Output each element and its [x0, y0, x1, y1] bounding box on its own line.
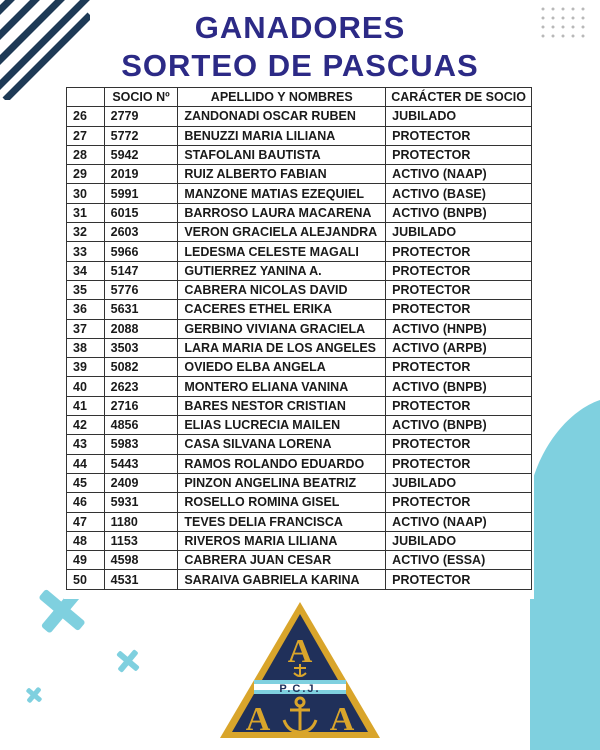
row-number: 31	[67, 203, 105, 222]
member-name: STAFOLANI BAUTISTA	[178, 145, 386, 164]
table-row	[67, 280, 532, 299]
table-row	[67, 261, 532, 280]
table-row	[67, 145, 532, 164]
member-type: PROTECTOR	[386, 435, 532, 454]
member-id: 2019	[104, 165, 178, 184]
member-type: JUBILADO	[386, 531, 532, 550]
table-row	[67, 358, 532, 377]
teal-curve-decoration	[530, 400, 600, 750]
table-row	[67, 300, 532, 319]
member-type: ACTIVO (BNPB)	[386, 203, 532, 222]
row-number: 30	[67, 184, 105, 203]
member-id: 5147	[104, 261, 178, 280]
title-line-1: GANADORES	[194, 10, 406, 45]
table-row	[67, 396, 532, 415]
title-line-2: SORTEO DE PASCUAS	[121, 48, 479, 83]
member-type: PROTECTOR	[386, 396, 532, 415]
member-name: SARAIVA GABRIELA KARINA	[178, 570, 386, 589]
row-number: 48	[67, 531, 105, 550]
member-type: ACTIVO (HNPB)	[386, 319, 532, 338]
member-type: ACTIVO (ARPB)	[386, 338, 532, 357]
row-number: 46	[67, 493, 105, 512]
table-row	[67, 184, 532, 203]
member-id: 5966	[104, 242, 178, 261]
row-number: 32	[67, 223, 105, 242]
table-row	[67, 242, 532, 261]
table-row	[67, 454, 532, 473]
header-member-type: CARÁCTER DE SOCIO	[386, 88, 532, 107]
member-id: 5991	[104, 184, 178, 203]
member-id: 3503	[104, 338, 178, 357]
member-name: TEVES DELIA FRANCISCA	[178, 512, 386, 531]
row-number: 41	[67, 396, 105, 415]
row-number: 39	[67, 358, 105, 377]
member-type: PROTECTOR	[386, 493, 532, 512]
member-name: MANZONE MATIAS EZEQUIEL	[178, 184, 386, 203]
member-name: ELIAS LUCRECIA MAILEN	[178, 416, 386, 435]
member-name: CASA SILVANA LORENA	[178, 435, 386, 454]
row-number: 35	[67, 280, 105, 299]
header-name: APELLIDO Y NOMBRES	[178, 88, 386, 107]
member-id: 5772	[104, 126, 178, 145]
club-logo	[218, 600, 382, 740]
row-number: 40	[67, 377, 105, 396]
member-id: 1180	[104, 512, 178, 531]
member-id: 5931	[104, 493, 178, 512]
logo-letter-left: A	[245, 701, 271, 738]
member-type: PROTECTOR	[386, 242, 532, 261]
member-id: 5443	[104, 454, 178, 473]
member-id: 5082	[104, 358, 178, 377]
member-name: VERON GRACIELA ALEJANDRA	[178, 223, 386, 242]
table-header-row	[67, 88, 532, 107]
row-number: 34	[67, 261, 105, 280]
member-id: 6015	[104, 203, 178, 222]
member-id: 5631	[104, 300, 178, 319]
row-number: 33	[67, 242, 105, 261]
member-name: RUIZ ALBERTO FABIAN	[178, 165, 386, 184]
logo-letter-right: A	[329, 701, 355, 738]
member-name: OVIEDO ELBA ANGELA	[178, 358, 386, 377]
table-row	[67, 416, 532, 435]
header-member-id: SOCIO Nº	[104, 88, 178, 107]
row-number: 26	[67, 107, 105, 126]
row-number: 43	[67, 435, 105, 454]
member-name: GUTIERREZ YANINA A.	[178, 261, 386, 280]
member-name: LARA MARIA DE LOS ANGELES	[178, 338, 386, 357]
member-name: ROSELLO ROMINA GISEL	[178, 493, 386, 512]
member-id: 2088	[104, 319, 178, 338]
member-id: 2716	[104, 396, 178, 415]
member-type: PROTECTOR	[386, 280, 532, 299]
row-number: 44	[67, 454, 105, 473]
member-name: LEDESMA CELESTE MAGALI	[178, 242, 386, 261]
table-row	[67, 493, 532, 512]
member-name: CABRERA JUAN CESAR	[178, 551, 386, 570]
member-name: GERBINO VIVIANA GRACIELA	[178, 319, 386, 338]
member-name: RIVEROS MARIA LILIANA	[178, 531, 386, 550]
member-id: 5942	[104, 145, 178, 164]
member-name: RAMOS ROLANDO EDUARDO	[178, 454, 386, 473]
member-type: ACTIVO (NAAP)	[386, 512, 532, 531]
member-type: ACTIVO (ESSA)	[386, 551, 532, 570]
row-number: 45	[67, 473, 105, 492]
table-row	[67, 319, 532, 338]
member-name: BENUZZI MARIA LILIANA	[178, 126, 386, 145]
table-row	[67, 551, 532, 570]
member-type: PROTECTOR	[386, 454, 532, 473]
member-type: ACTIVO (BNPB)	[386, 416, 532, 435]
member-type: PROTECTOR	[386, 261, 532, 280]
table-row	[67, 531, 532, 550]
member-name: MONTERO ELIANA VANINA	[178, 377, 386, 396]
row-number: 28	[67, 145, 105, 164]
member-name: CABRERA NICOLAS DAVID	[178, 280, 386, 299]
member-type: JUBILADO	[386, 473, 532, 492]
table-row	[67, 107, 532, 126]
table-row	[67, 165, 532, 184]
table-row	[67, 203, 532, 222]
table-body	[67, 107, 532, 589]
table-row	[67, 223, 532, 242]
member-type: JUBILADO	[386, 107, 532, 126]
member-type: PROTECTOR	[386, 145, 532, 164]
member-id: 2603	[104, 223, 178, 242]
member-type: ACTIVO (BASE)	[386, 184, 532, 203]
member-id: 2623	[104, 377, 178, 396]
table-row	[67, 512, 532, 531]
row-number: 36	[67, 300, 105, 319]
member-name: BARROSO LAURA MACARENA	[178, 203, 386, 222]
row-number: 42	[67, 416, 105, 435]
member-id: 2409	[104, 473, 178, 492]
table-row	[67, 338, 532, 357]
member-id: 4531	[104, 570, 178, 589]
member-type: PROTECTOR	[386, 300, 532, 319]
row-number: 37	[67, 319, 105, 338]
header-number	[67, 88, 105, 107]
winners-table	[66, 87, 532, 590]
logo-letter-top: A	[287, 633, 313, 670]
member-name: CACERES ETHEL ERIKA	[178, 300, 386, 319]
member-id: 4856	[104, 416, 178, 435]
table-row	[67, 377, 532, 396]
member-id: 4598	[104, 551, 178, 570]
member-id: 5776	[104, 280, 178, 299]
row-number: 27	[67, 126, 105, 145]
member-name: BARES NESTOR CRISTIAN	[178, 396, 386, 415]
table-row	[67, 473, 532, 492]
member-type: PROTECTOR	[386, 570, 532, 589]
member-id: 1153	[104, 531, 178, 550]
row-number: 50	[67, 570, 105, 589]
row-number: 29	[67, 165, 105, 184]
member-type: PROTECTOR	[386, 126, 532, 145]
row-number: 47	[67, 512, 105, 531]
member-type: PROTECTOR	[386, 358, 532, 377]
table-row	[67, 435, 532, 454]
row-number: 49	[67, 551, 105, 570]
logo-text: P.C.J.	[279, 683, 321, 695]
winners-sheet	[64, 87, 534, 599]
member-type: JUBILADO	[386, 223, 532, 242]
member-id: 2779	[104, 107, 178, 126]
member-type: ACTIVO (NAAP)	[386, 165, 532, 184]
table-row	[67, 570, 532, 589]
member-name: ZANDONADI OSCAR RUBEN	[178, 107, 386, 126]
table-row	[67, 126, 532, 145]
member-type: ACTIVO (BNPB)	[386, 377, 532, 396]
member-id: 5983	[104, 435, 178, 454]
row-number: 38	[67, 338, 105, 357]
member-name: PINZON ANGELINA BEATRIZ	[178, 473, 386, 492]
